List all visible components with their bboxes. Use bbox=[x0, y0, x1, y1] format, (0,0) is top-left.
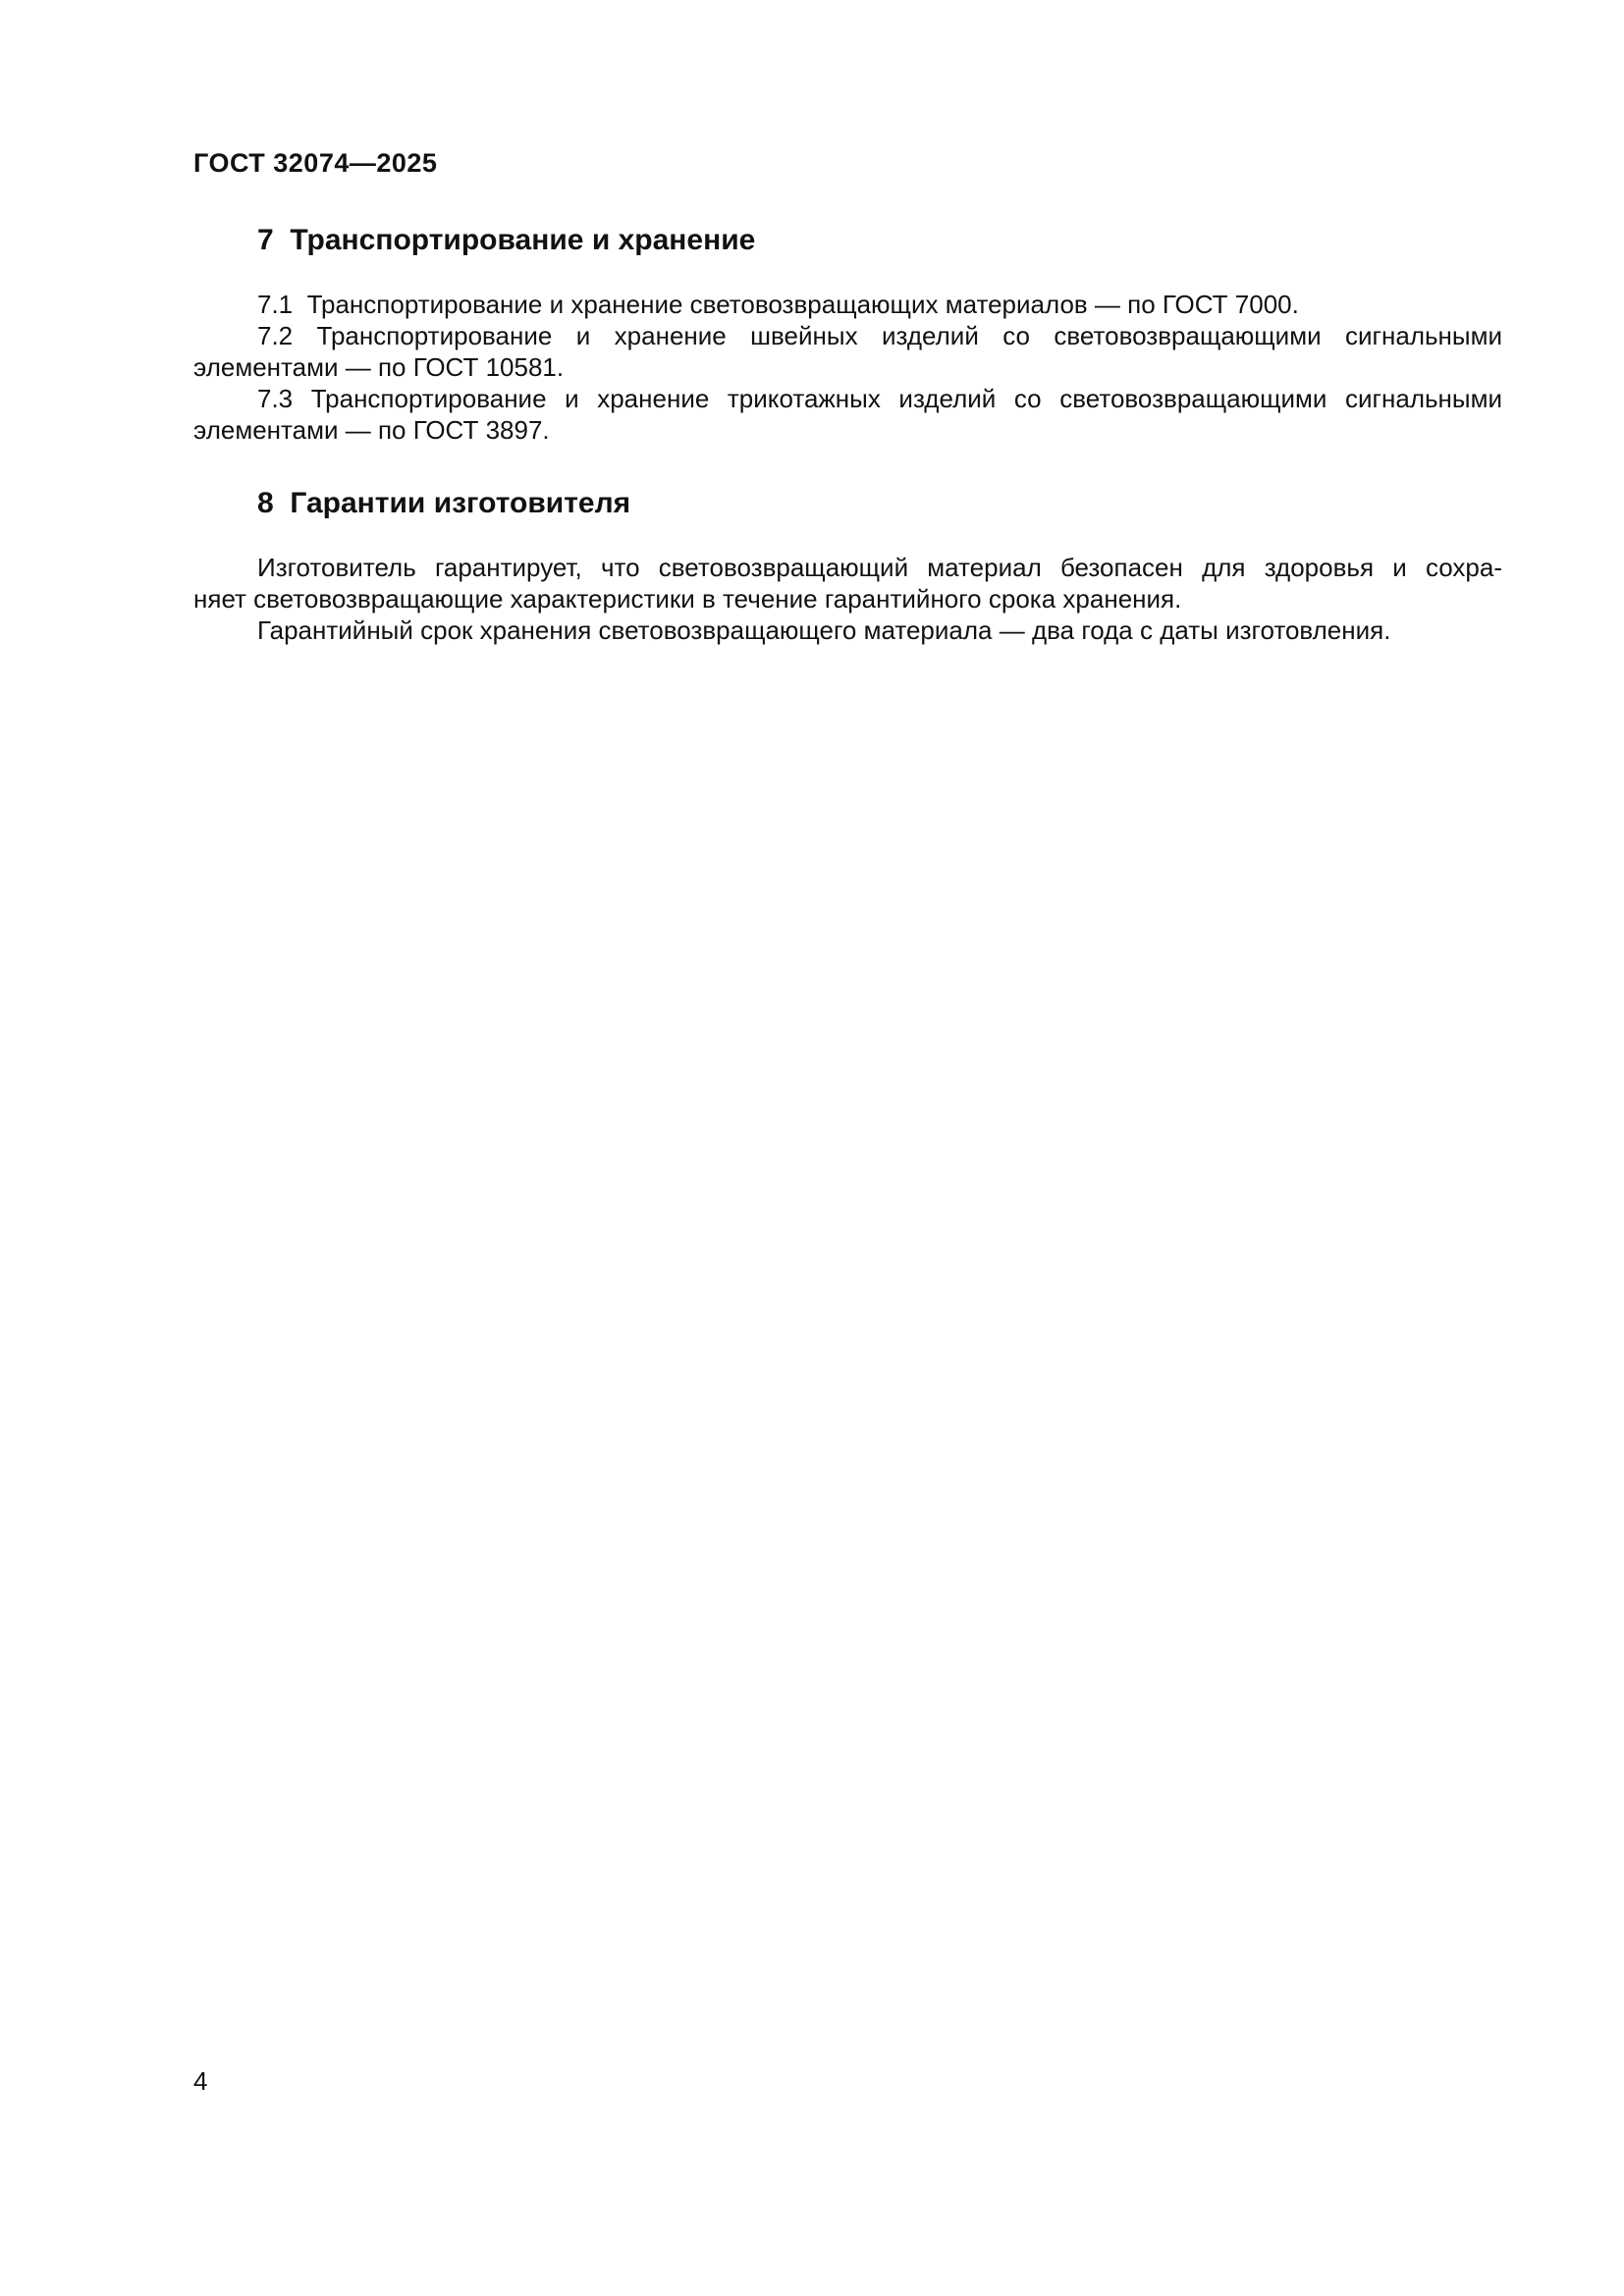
running-header: ГОСТ 32074—2025 bbox=[193, 148, 438, 178]
paragraph-line: 7.3 Транспортирование и хранение трикотажных изделий со световозвращающими сигнальными bbox=[257, 384, 1502, 413]
paragraph-line: элементами — по ГОСТ 3897. bbox=[193, 415, 550, 445]
paragraph-line: 7.2 Транспортирование и хранение швейных изделий со световозвращающими сигнальными bbox=[257, 321, 1502, 350]
paragraph-line: 7.1 Транспортирование и хранение световозвращающих материалов — по ГОСТ 7000. bbox=[257, 290, 1299, 319]
page-content bbox=[193, 147, 1502, 646]
page-number: 4 bbox=[193, 2066, 208, 2096]
paragraph-8-2 bbox=[193, 614, 1502, 646]
paragraph-7-1 bbox=[193, 289, 1502, 320]
section-8-heading: 8 Гарантии изготовителя bbox=[257, 487, 631, 519]
paragraph-line: няет световозвращающие характеристики в течение гарантийного срока хранения. bbox=[193, 584, 1182, 614]
paragraph-8-1 bbox=[193, 552, 1502, 614]
paragraph-line: Изготовитель гарантирует, что световозвращающий материал безопасен для здоровья и сохра- bbox=[257, 553, 1502, 582]
paragraph-7-2 bbox=[193, 320, 1502, 383]
paragraph-7-3 bbox=[193, 383, 1502, 446]
section-7-heading: 7 Транспортирование и хранение bbox=[257, 224, 756, 256]
paragraph-line: элементами — по ГОСТ 10581. bbox=[193, 352, 565, 382]
paragraph-line: Гарантийный срок хранения световозвращающего материала — два года с даты изготовления. bbox=[257, 615, 1391, 645]
